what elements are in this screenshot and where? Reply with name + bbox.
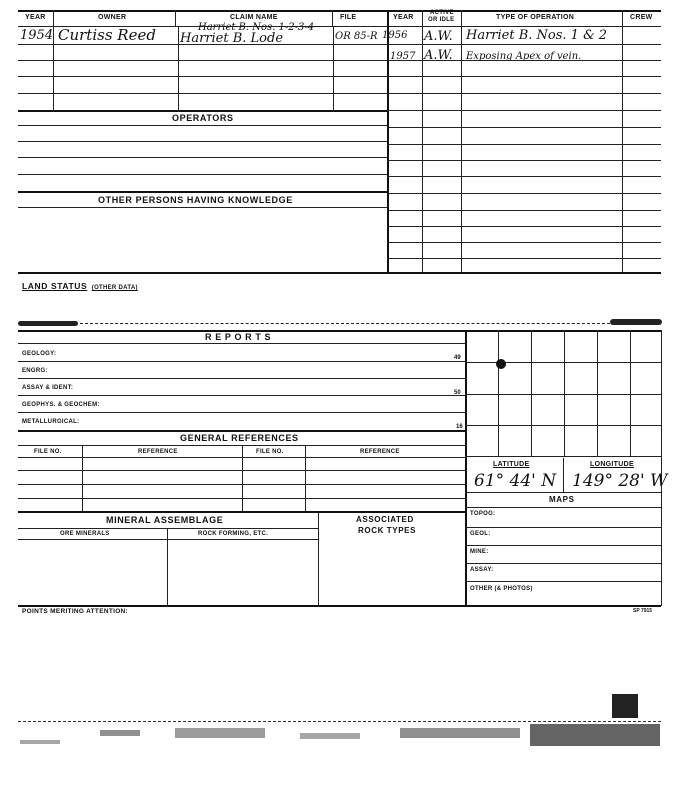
latitude-value: 61° 44' N xyxy=(474,471,557,491)
latitude-label: LATITUDE xyxy=(493,461,530,468)
report-metallurgical: METALLURGICAL: xyxy=(22,419,80,425)
location-marker-icon xyxy=(496,359,506,369)
op-type-1: Harriet B. Nos. 1 & 2 xyxy=(466,28,608,43)
ref-header-file-2: FILE NO. xyxy=(256,449,284,455)
entry-claim-name-1: Harriet B. Nos. 1-2-3-4 xyxy=(198,22,315,33)
ref-header-reference-1: REFERENCE xyxy=(138,449,178,455)
op-year-2: 1957 xyxy=(390,51,416,62)
general-references-title: GENERAL REFERENCES xyxy=(180,433,299,443)
header-owner: OWNER xyxy=(98,14,127,21)
header-or-idle: OR IDLE xyxy=(428,17,455,23)
other-persons-title: OTHER PERSONS HAVING KNOWLEDGE xyxy=(98,195,293,205)
header-type-of-operation: TYPE OF OPERATION xyxy=(496,14,575,21)
header-year: YEAR xyxy=(25,14,46,21)
map-assay: ASSAY: xyxy=(470,567,494,573)
land-status-subtitle: (OTHER DATA) xyxy=(91,285,138,291)
map-mine: MINE: xyxy=(470,549,489,555)
ref-header-reference-2: REFERENCE xyxy=(360,449,400,455)
ore-minerals-header: ORE MINERALS xyxy=(60,531,110,537)
op-status-1: A.W. xyxy=(424,29,453,44)
entry-year: 1954 xyxy=(20,28,54,43)
mineral-assemblage-title: MINERAL ASSEMBLAGE xyxy=(106,515,224,525)
land-status-title: LAND STATUS xyxy=(22,281,88,291)
associated-title-2: ROCK TYPES xyxy=(358,526,417,535)
longitude-label: LONGITUDE xyxy=(590,461,634,468)
op-type-2: Exposing Apex of vein. xyxy=(466,51,582,62)
report-geology: GEOLOGY: xyxy=(22,351,57,357)
maps-title: MAPS xyxy=(549,495,575,504)
report-assay: ASSAY & IDENT: xyxy=(22,385,74,391)
longitude-value: 149° 28' W xyxy=(572,471,668,491)
entry-claim-name-2: Harriet B. Lode xyxy=(180,31,284,46)
report-number-50: 50 xyxy=(454,390,461,396)
header-year-2: YEAR xyxy=(393,14,414,21)
rock-forming-header: ROCK FORMING, ETC. xyxy=(198,531,269,537)
map-topog: TOPOG: xyxy=(470,511,496,517)
entry-owner: Curtiss Reed xyxy=(58,26,156,44)
header-file: FILE xyxy=(340,14,357,21)
report-number-16: 16 xyxy=(456,424,463,430)
entry-file: OR 85-R xyxy=(335,31,378,42)
header-crew: CREW xyxy=(630,14,653,21)
associated-title-1: ASSOCIATED xyxy=(356,515,414,524)
report-number-49: 49 xyxy=(454,355,461,361)
operators-title: OPERATORS xyxy=(172,113,234,123)
ref-header-file-1: FILE NO. xyxy=(34,449,62,455)
op-year-1: 1956 xyxy=(382,30,408,41)
report-engrg: ENGRG: xyxy=(22,368,48,374)
op-status-2: A.W. xyxy=(424,48,453,63)
form-number: SP 7915 xyxy=(633,608,653,614)
map-other: OTHER (& PHOTOS) xyxy=(470,586,533,592)
reports-title: R E P O R T S xyxy=(205,332,272,342)
map-geol: GEOL: xyxy=(470,531,491,537)
report-geophys: GEOPHYS. & GEOCHEM: xyxy=(22,402,100,408)
points-meriting-attention: POINTS MERITING ATTENTION: xyxy=(22,608,129,615)
land-status xyxy=(22,276,138,294)
header-claim-name: CLAIM NAME xyxy=(230,14,278,21)
header-active: ACTIVE xyxy=(430,10,454,16)
